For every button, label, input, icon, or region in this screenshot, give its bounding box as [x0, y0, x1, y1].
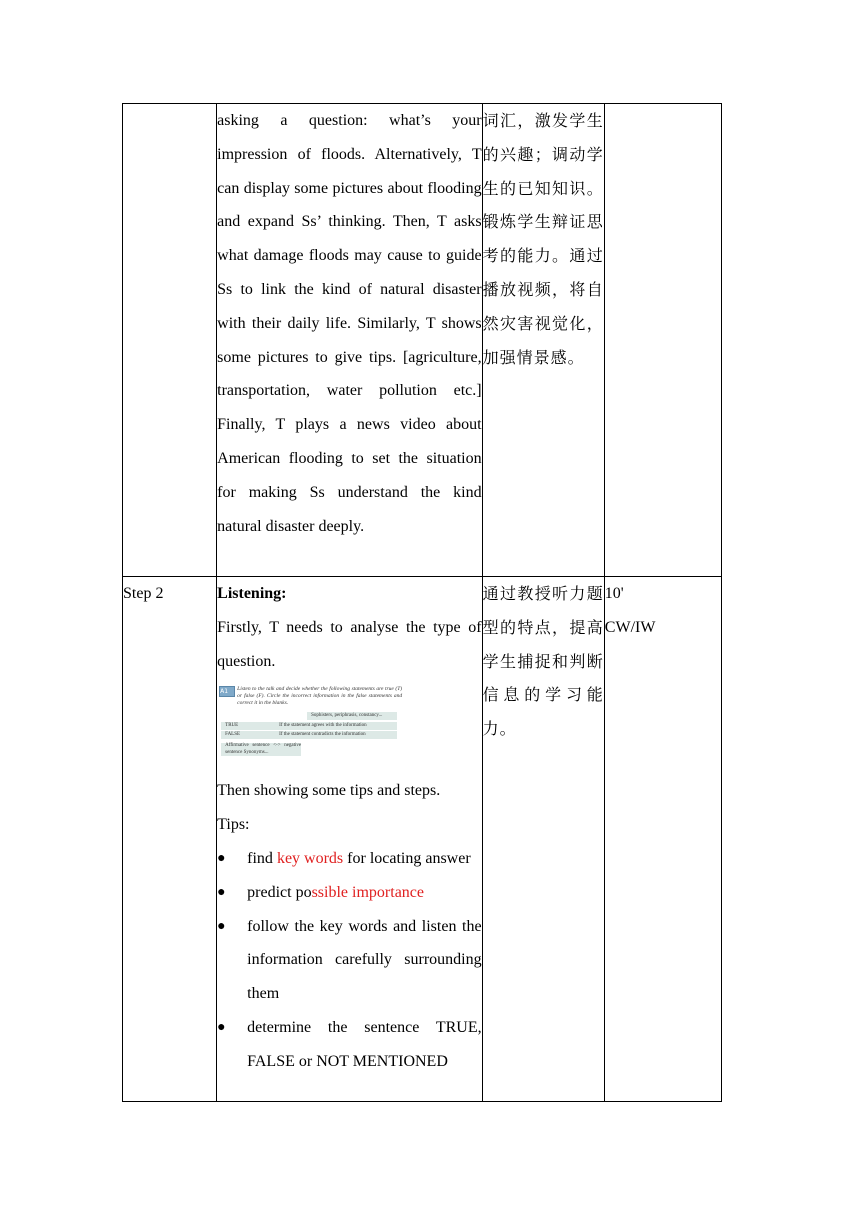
table-row [123, 104, 722, 577]
list-item: ● follow the key words and listen the information carefully surrounding them [217, 910, 481, 1011]
bullet-icon: ● [217, 850, 226, 866]
section-heading: Listening: [217, 585, 287, 602]
time-cell [604, 104, 721, 577]
activity-cell [217, 577, 482, 1102]
tips-list [217, 842, 481, 1079]
list-item: ● predict possible importance [217, 876, 481, 910]
step-cell: Step 2 [123, 577, 217, 1102]
lesson-plan-table [122, 103, 722, 1102]
figure-number: A1 [219, 686, 235, 697]
purpose-cell: 词汇，激发学生的兴趣；调动学生的已知知识。锻炼学生辩证思考的能力。通过播放视频，将自然灾害视觉化，加强情景感。 [482, 104, 604, 577]
figure-instruction: Listen to the talk and decide whether the following statements are true (T) or false (F). Circle the incorrect information in the false statements and correct it in the blanks. [237, 686, 403, 707]
intro-text: Firstly, T needs to analyse the type of question. [217, 618, 482, 670]
bullet-icon: ● [217, 1019, 226, 1035]
list-item: ● determine the sentence TRUE, FALSE or NOT MENTIONED [217, 1011, 481, 1079]
bullet-icon: ● [217, 918, 226, 934]
figure-true-row: TRUE If the statement agrees with the information [221, 722, 397, 730]
highlight-text: ssible importance [311, 883, 424, 901]
time-cell [604, 577, 721, 1102]
list-item: ● find key words for locating answer [217, 842, 481, 876]
then-text: Then showing some tips and steps. [217, 782, 441, 800]
tips-label: Tips: [217, 816, 250, 834]
highlight-text: key words [276, 849, 344, 867]
step-cell [123, 104, 217, 577]
time-mode: CW/IW [604, 618, 656, 636]
question-type-image [219, 686, 403, 758]
activity-cell [217, 104, 482, 577]
figure-hint-row: Sophisters, periphrasis, constancy... [307, 712, 397, 720]
activity-text: asking a question: what’s your impression of floods. Alternatively, T can display some pictures about flooding and expand Ss’ thinking. Then, T asks what damage floods may cause to guide Ss to link the kind of natural disaster with their daily life. Similarly, T shows some pictures to give tips. [agriculture, transportation, water pollution etc.] Finally, T plays a news video about American flooding to set the situation for making Ss understand the kind natural disaster deeply. [217, 112, 482, 535]
figure-note: Affirmative sentence <-> negative sentence Synonyms... [221, 743, 301, 756]
figure-false-row: FALSE If the statement contradicts the information [221, 731, 397, 739]
time-minutes: 10' [604, 585, 624, 602]
purpose-cell: 通过教授听力题型的特点，提高学生捕捉和判断信息的学习能力。 [482, 577, 604, 1102]
table-row [123, 577, 722, 1102]
bullet-icon: ● [217, 884, 226, 900]
